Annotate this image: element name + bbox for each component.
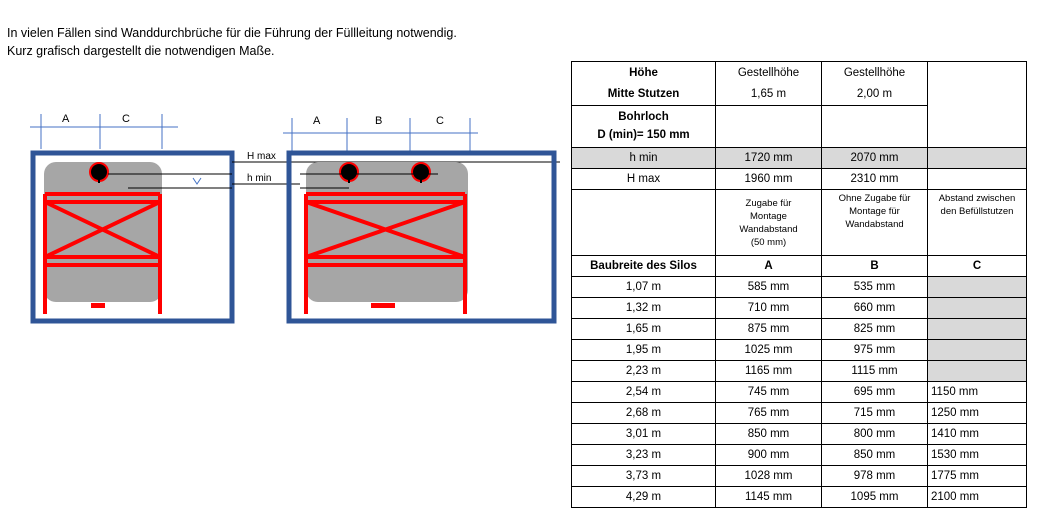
dim-label-c-right: C	[436, 115, 444, 127]
hmax-empty	[928, 169, 1027, 190]
intro-line-2: Kurz grafisch dargestellt die notwendigen Maße.	[7, 44, 275, 58]
outlet-left	[91, 303, 105, 308]
c-cell	[928, 340, 1027, 361]
note-a-line-1: Zugabe für	[745, 197, 792, 209]
label-hmin: h min	[247, 173, 272, 184]
c-cell	[928, 277, 1027, 298]
dimension-table	[571, 61, 1027, 508]
b-cell: 975 mm	[822, 340, 928, 361]
c-cell: 1530 mm	[928, 445, 1027, 466]
notes-empty	[572, 190, 716, 256]
hmax-v2: 2310 mm	[822, 169, 928, 190]
c-cell	[928, 361, 1027, 382]
table-header-row-1	[572, 62, 1027, 106]
row-hmin	[572, 148, 1027, 169]
row-notes	[572, 190, 1027, 256]
col-header-width: Baubreite des Silos	[572, 256, 716, 277]
header-bore-empty-1	[716, 106, 822, 148]
outlet-right	[371, 303, 395, 308]
dim-label-a-right: A	[313, 115, 321, 127]
a-cell: 1025 mm	[716, 340, 822, 361]
table-row	[572, 445, 1027, 466]
header-frame-165	[716, 62, 822, 106]
table-row	[572, 382, 1027, 403]
header-frame-200-line-1: Gestellhöhe	[843, 66, 906, 79]
c-cell	[928, 298, 1027, 319]
note-b-line-2: Montage für	[849, 206, 900, 217]
a-cell: 1028 mm	[716, 466, 822, 487]
hmin-empty	[928, 148, 1027, 169]
b-cell: 1115 mm	[822, 361, 928, 382]
width-cell: 1,07 m	[572, 277, 716, 298]
col-header-a: A	[716, 256, 822, 277]
a-cell: 585 mm	[716, 277, 822, 298]
a-cell: 900 mm	[716, 445, 822, 466]
note-a-line-4: (50 mm)	[750, 236, 787, 248]
table-row	[572, 298, 1027, 319]
note-c-line-1: Abstand zwischen	[938, 193, 1016, 204]
width-cell: 3,73 m	[572, 466, 716, 487]
header-height-line-1: Höhe	[629, 66, 658, 79]
a-cell: 710 mm	[716, 298, 822, 319]
a-cell: 1145 mm	[716, 487, 822, 508]
table-row	[572, 340, 1027, 361]
a-cell: 765 mm	[716, 403, 822, 424]
table-row	[572, 424, 1027, 445]
width-cell: 2,68 m	[572, 403, 716, 424]
dim-label-c-left: C	[122, 113, 130, 125]
width-cell: 3,01 m	[572, 424, 716, 445]
a-cell: 745 mm	[716, 382, 822, 403]
header-frame-200-line-2: 2,00 m	[856, 87, 893, 100]
table-row	[572, 403, 1027, 424]
c-cell: 2100 mm	[928, 487, 1027, 508]
b-cell: 1095 mm	[822, 487, 928, 508]
b-cell: 695 mm	[822, 382, 928, 403]
width-cell: 3,23 m	[572, 445, 716, 466]
dim-label-b-right: B	[375, 115, 383, 127]
b-cell: 535 mm	[822, 277, 928, 298]
header-frame-165-line-1: Gestellhöhe	[737, 66, 800, 79]
a-cell: 1165 mm	[716, 361, 822, 382]
width-cell: 2,54 m	[572, 382, 716, 403]
dimension-lines-left	[30, 114, 178, 149]
header-bore	[572, 106, 716, 148]
width-cell: 1,32 m	[572, 298, 716, 319]
row-hmax	[572, 169, 1027, 190]
hmin-v2: 2070 mm	[822, 148, 928, 169]
note-c	[928, 190, 1027, 256]
c-cell: 1410 mm	[928, 424, 1027, 445]
table-row	[572, 487, 1027, 508]
silo-body-left	[44, 162, 162, 302]
table-row	[572, 361, 1027, 382]
header-bore-line-2: D (min)= 150 mm	[597, 129, 690, 141]
header-bore-empty-2	[822, 106, 928, 148]
b-cell: 660 mm	[822, 298, 928, 319]
note-b	[822, 190, 928, 256]
arrow-down-icon	[193, 178, 201, 184]
label-hmax: H max	[247, 151, 276, 162]
intro-line-1: In vielen Fällen sind Wanddurchbrüche für die Führung der Füllleitung notwendig.	[7, 26, 457, 40]
hmax-v1: 1960 mm	[716, 169, 822, 190]
a-cell: 850 mm	[716, 424, 822, 445]
note-c-line-2: den Befüllstutzen	[940, 206, 1014, 217]
hmin-label: h min	[572, 148, 716, 169]
col-header-c: C	[928, 256, 1027, 277]
dim-label-a-left: A	[62, 113, 70, 125]
c-cell: 1150 mm	[928, 382, 1027, 403]
header-frame-165-line-2: 1,65 m	[750, 87, 787, 100]
width-cell: 2,23 m	[572, 361, 716, 382]
row-col-headers	[572, 256, 1027, 277]
b-cell: 715 mm	[822, 403, 928, 424]
header-height	[572, 62, 716, 106]
note-b-line-3: Wandabstand	[845, 219, 904, 230]
c-cell: 1250 mm	[928, 403, 1027, 424]
b-cell: 800 mm	[822, 424, 928, 445]
silo-left	[30, 113, 232, 321]
header-empty	[928, 62, 1027, 148]
table-row	[572, 277, 1027, 298]
note-b-line-1: Ohne Zugabe für	[838, 193, 911, 204]
c-cell	[928, 319, 1027, 340]
hmin-v1: 1720 mm	[716, 148, 822, 169]
a-cell: 875 mm	[716, 319, 822, 340]
note-a	[716, 190, 822, 256]
width-cell: 1,65 m	[572, 319, 716, 340]
note-a-line-3: Wandabstand	[739, 223, 798, 235]
b-cell: 850 mm	[822, 445, 928, 466]
col-header-b: B	[822, 256, 928, 277]
table-row	[572, 466, 1027, 487]
width-cell: 4,29 m	[572, 487, 716, 508]
b-cell: 825 mm	[822, 319, 928, 340]
c-cell: 1775 mm	[928, 466, 1027, 487]
header-frame-200	[822, 62, 928, 106]
silo-right	[283, 115, 554, 321]
b-cell: 978 mm	[822, 466, 928, 487]
hmax-label: H max	[572, 169, 716, 190]
width-cell: 1,95 m	[572, 340, 716, 361]
note-a-line-2: Montage	[750, 210, 787, 222]
header-height-line-2: Mitte Stutzen	[607, 87, 680, 100]
table-body	[572, 277, 1027, 508]
header-bore-line-1: Bohrloch	[618, 111, 669, 123]
table-row	[572, 319, 1027, 340]
